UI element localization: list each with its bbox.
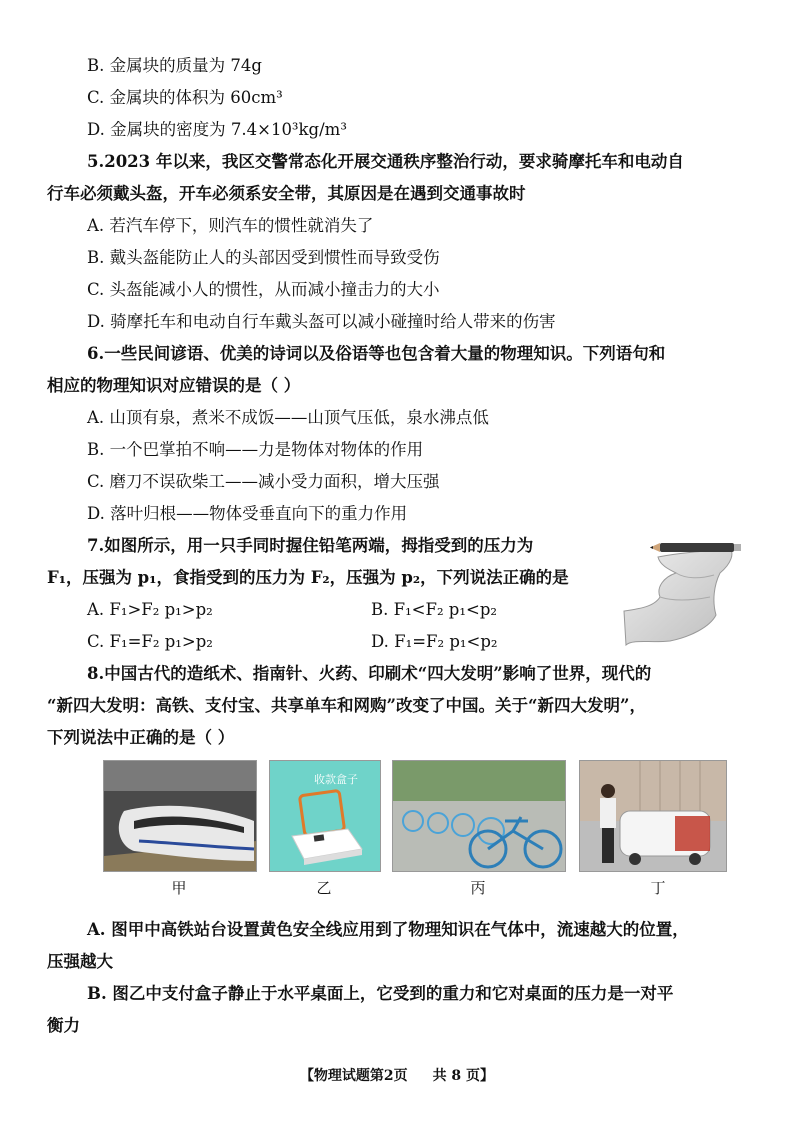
q5-stem-line1: 5.2023 年以来，我区交警常态化开展交通秩序整治行动，要求骑摩托车和电动自 [87,152,684,171]
page-footer [0,1065,794,1085]
photo-delivery-robot [579,760,727,872]
q7-stem-line2: F₁，压强为 p₁，食指受到的压力为 F₂，压强为 p₂，下列说法正确的是 [47,568,569,587]
q4-option-c: C. 金属块的体积为 60cm³ [87,88,283,107]
photo-high-speed-train [103,760,257,872]
caption-yi: 乙 [316,879,332,897]
q7-stem-line1: 7.如图所示，用一只手同时握住铅笔两端，拇指受到的压力为 [87,536,534,555]
footer-total-pages: 共 8 页】 [432,1068,495,1084]
q6-stem-line1: 6.一些民间谚语、优美的诗词以及俗语等也包含着大量的物理知识。下列语句和 [87,344,666,363]
q7-option-b: B. F₁<F₂ p₁<p₂ [371,600,497,619]
caption-bing: 丙 [470,879,486,897]
q8-option-b-line1: B. 图乙中支付盒子静止于水平桌面上，它受到的重力和它对桌面的压力是一对平 [87,984,674,1003]
q7-option-c: C. F₁=F₂ p₁>p₂ [87,632,213,651]
footer-page-number: 【物理试题第2页 [299,1068,408,1084]
q6-option-a: A. 山顶有泉，煮米不成饭——山顶气压低，泉水沸点低 [87,408,489,427]
q4-option-d: D. 金属块的密度为 7.4×10³kg/m³ [87,120,347,139]
q8-option-a-line1: A. 图甲中高铁站台设置黄色安全线应用到了物理知识在气体中，流速越大的位置， [87,920,689,939]
q5-option-b: B. 戴头盔能防止人的头部因受到惯性而导致受伤 [87,248,440,267]
q5-option-c: C. 头盔能减小人的惯性，从而减小撞击力的大小 [87,280,440,299]
photo-shared-bikes [392,760,566,872]
q7-option-d: D. F₁=F₂ p₁<p₂ [371,632,498,651]
q4-option-b: B. 金属块的质量为 74g [87,56,262,75]
q5-stem-line2: 行车必须戴头盔，开车必须系安全带，其原因是在遇到交通事故时 [47,184,526,203]
q6-option-c: C. 磨刀不误砍柴工——减小受力面积，增大压强 [87,472,440,491]
q6-option-b: B. 一个巴掌拍不响——力是物体对物体的作用 [87,440,424,459]
q6-stem-line2: 相应的物理知识对应错误的是（ ） [47,376,301,395]
q8-stem-line2: “新四大发明：高铁、支付宝、共享单车和网购”改变了中国。关于“新四大发明”， [47,696,646,715]
q8-option-a-line2: 压强越大 [47,952,113,971]
payment-box-label: 收款盒子 [314,773,358,786]
q5-option-d: D. 骑摩托车和电动自行车戴头盔可以减小碰撞时给人带来的伤害 [87,312,556,331]
q7-option-a: A. F₁>F₂ p₁>p₂ [87,600,213,619]
caption-jia: 甲 [171,879,187,897]
caption-ding: 丁 [650,879,666,897]
hand-pencil-figure [620,535,750,655]
q8-option-b-line2: 衡力 [47,1016,80,1035]
q8-stem-line1: 8.中国古代的造纸术、指南针、火药、印刷术“四大发明”影响了世界，现代的 [87,664,652,683]
q6-option-d: D. 落叶归根——物体受垂直向下的重力作用 [87,504,408,523]
q8-stem-line3: 下列说法中正确的是（ ） [47,728,235,747]
q5-option-a: A. 若汽车停下，则汽车的惯性就消失了 [87,216,374,235]
photo-payment-box [269,760,381,872]
